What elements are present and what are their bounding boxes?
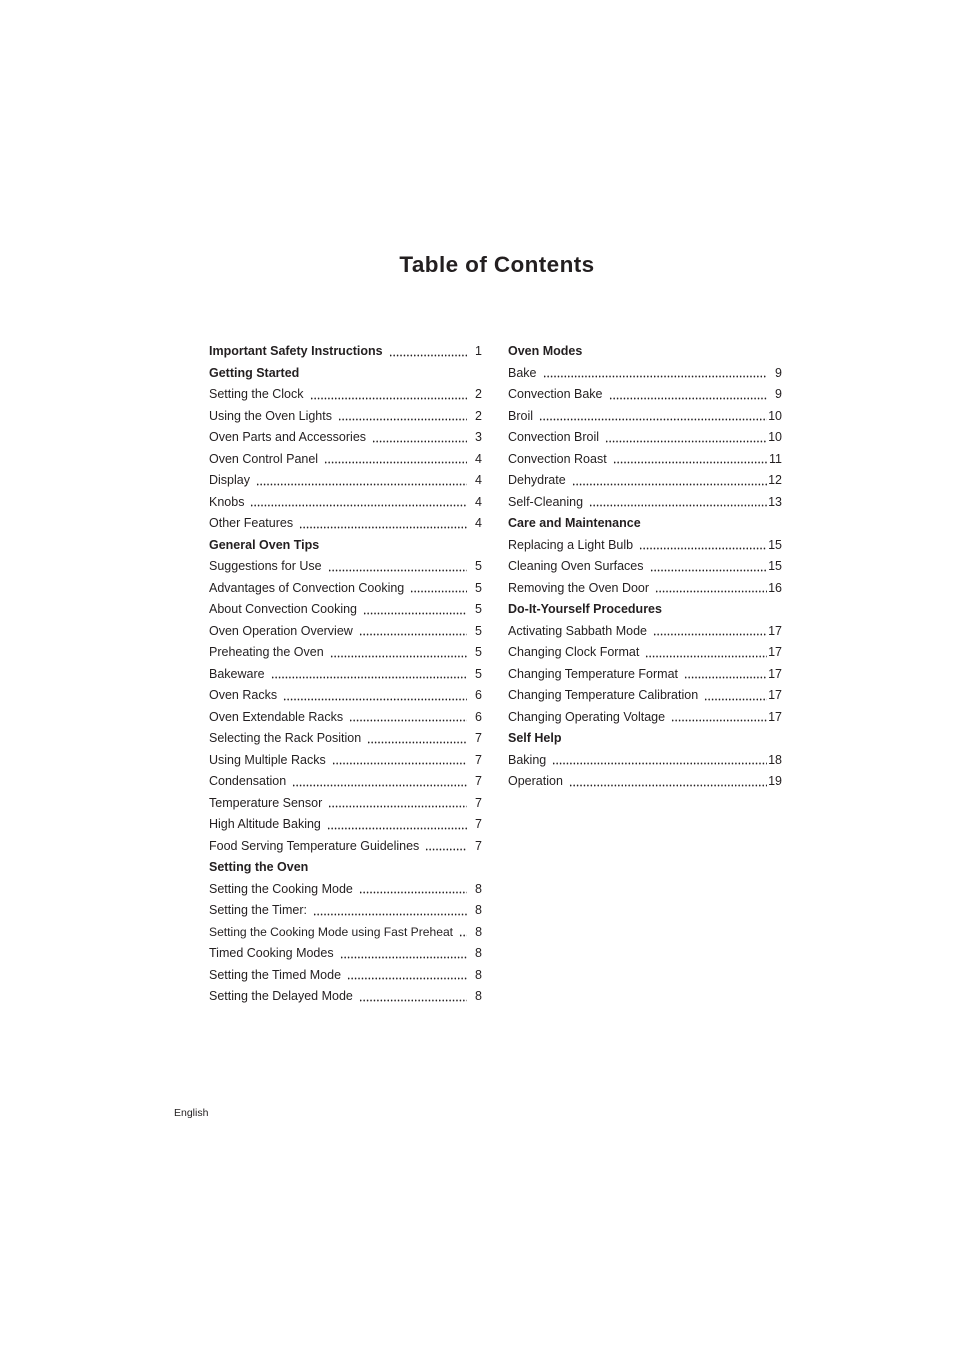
toc-page-number: 10: [768, 408, 782, 423]
toc-entry-label: Bakeware: [209, 666, 265, 681]
toc-dot-leader: [543, 363, 768, 385]
toc-entry: [209, 621, 482, 643]
toc-dot-leader: [324, 449, 467, 471]
toc-dot-leader: [283, 685, 467, 707]
toc-entry: [508, 621, 782, 643]
toc-dot-leader: [367, 728, 467, 750]
toc-entry: [209, 793, 482, 815]
toc-entry-label: Activating Sabbath Mode: [508, 623, 647, 638]
toc-entry: [209, 406, 482, 428]
toc-dot-leader: [459, 922, 467, 944]
toc-dot-leader: [650, 556, 768, 578]
toc-dot-leader: [372, 427, 467, 449]
toc-entry-label: Advantages of Convection Cooking: [209, 580, 405, 595]
toc-page-number: 8: [475, 946, 482, 960]
toc-dot-leader: [572, 470, 767, 492]
toc-entry: [209, 750, 482, 772]
toc-entry-label: Operation: [508, 774, 563, 788]
toc-dot-leader: [340, 943, 467, 965]
toc-entry-label: Temperature Sensor: [209, 795, 323, 810]
toc-dot-leader: [359, 879, 467, 901]
toc-entry: [209, 513, 482, 535]
toc-page-number: 3: [475, 430, 482, 444]
toc-entry: [209, 728, 482, 750]
toc-entry-label: Changing Temperature Calibration: [508, 688, 699, 702]
toc-entry: [209, 771, 482, 793]
toc-entry-label: About Convection Cooking: [209, 602, 358, 616]
toc-dot-leader: [653, 621, 767, 643]
toc-page-number: 7: [475, 838, 482, 853]
toc-page-number: 7: [475, 795, 482, 810]
toc-entry: [508, 406, 782, 428]
toc-page-number: 4: [475, 451, 482, 466]
toc-entry: [209, 965, 482, 987]
toc-section-heading: [508, 728, 782, 750]
toc-dot-leader: [313, 900, 467, 922]
toc-page-number: 5: [475, 580, 482, 595]
toc-page-number: 4: [475, 494, 482, 509]
toc-entry: [508, 642, 782, 664]
toc-entry: [508, 427, 782, 449]
toc-dot-leader: [271, 664, 467, 686]
toc-entry: [508, 363, 782, 385]
toc-entry: [508, 492, 782, 514]
toc-entry-label: Setting the Delayed Mode: [209, 989, 353, 1003]
toc-entry: [508, 384, 782, 406]
toc-page-number: 17: [768, 688, 782, 702]
toc-page-number: 17: [768, 645, 782, 659]
toc-page-number: 7: [475, 731, 482, 745]
toc-entry-label: Setting the Timer:: [209, 903, 307, 917]
toc-entry-label: Convection Bake: [508, 387, 603, 401]
toc-page-number: 7: [475, 774, 482, 788]
toc-page-number: 6: [475, 709, 482, 724]
toc-column-left: [209, 341, 482, 1008]
toc-page-number: 7: [475, 817, 482, 831]
toc-dot-leader: [589, 492, 767, 514]
toc-dot-leader: [684, 664, 767, 686]
toc-entry-label: Condensation: [209, 774, 287, 788]
toc-dot-leader: [349, 707, 467, 729]
toc-section-heading: [508, 513, 782, 535]
toc-section-heading: [209, 363, 482, 385]
toc-entry: [209, 556, 482, 578]
toc-page-number: 8: [475, 881, 482, 896]
toc-entry-label: Display: [209, 473, 250, 487]
toc-dot-leader: [655, 578, 767, 600]
toc-dot-leader: [389, 341, 467, 363]
toc-page-number: 9: [775, 387, 782, 401]
toc-page-number: 8: [475, 989, 482, 1003]
toc-page-number: 4: [475, 516, 482, 530]
toc-entry-label: Removing the Oven Door: [508, 580, 650, 595]
toc-entry-label: Changing Temperature Format: [508, 666, 678, 681]
toc-entry: [209, 427, 482, 449]
toc-entry: [209, 685, 482, 707]
footer-language: English: [174, 1107, 209, 1119]
toc-dot-leader: [605, 427, 767, 449]
toc-page-number: 2: [475, 408, 482, 423]
toc-page-number: 17: [768, 666, 782, 681]
toc-entry: [508, 771, 782, 793]
toc-entry: [508, 750, 782, 772]
toc-entry-label: Using the Oven Lights: [209, 408, 332, 423]
toc-page-number: 5: [475, 559, 482, 573]
toc-entry: [209, 470, 482, 492]
toc-dot-leader: [299, 513, 467, 535]
toc-entry-label: Getting Started: [209, 365, 300, 380]
toc-entry-label: Knobs: [209, 494, 245, 509]
toc-page-number: 16: [768, 580, 782, 595]
toc-entry-label: Selecting the Rack Position: [209, 731, 362, 745]
toc-entry: [209, 943, 482, 965]
toc-entry: [508, 685, 782, 707]
toc-entry-label: Preheating the Oven: [209, 645, 324, 659]
toc-page-number: 10: [768, 430, 782, 444]
toc-entry-label: Oven Operation Overview: [209, 623, 353, 638]
toc-entry: [508, 449, 782, 471]
toc-dot-leader: [639, 535, 767, 557]
toc-page-number: 4: [475, 473, 482, 487]
toc-section-heading: [508, 341, 782, 363]
toc-page-number: 19: [768, 774, 782, 788]
toc-entry: [209, 599, 482, 621]
toc-entry-label: High Altitude Baking: [209, 817, 321, 831]
toc-entry-label: Self-Cleaning: [508, 494, 584, 509]
toc-dot-leader: [363, 599, 467, 621]
toc-page-number: 5: [475, 666, 482, 681]
toc-entry-label: Setting the Cooking Mode: [209, 881, 353, 896]
toc-entry: [508, 578, 782, 600]
toc-dot-leader: [332, 750, 467, 772]
toc-entry: [209, 707, 482, 729]
toc-page-number: 9: [775, 365, 782, 380]
toc-page-number: 7: [475, 752, 482, 767]
toc-page-number: 5: [475, 602, 482, 616]
toc-page-number: 6: [475, 688, 482, 702]
toc-dot-leader: [256, 470, 467, 492]
toc-page-number: 8: [475, 924, 482, 939]
toc-entry-label: General Oven Tips: [209, 537, 320, 552]
toc-entry-label: Bake: [508, 365, 537, 380]
toc-entry-label: Self Help: [508, 731, 562, 745]
toc-entry-label: Oven Modes: [508, 344, 583, 358]
toc-entry: [508, 664, 782, 686]
toc-entry-label: Replacing a Light Bulb: [508, 537, 634, 552]
toc-page-number: 15: [768, 537, 782, 552]
toc-column-right: [508, 341, 782, 793]
toc-dot-leader: [539, 406, 767, 428]
toc-page-number: 8: [475, 903, 482, 917]
toc-entry-label: Broil: [508, 408, 534, 423]
toc-section-heading: [209, 535, 482, 557]
toc-entry-label: Oven Extendable Racks: [209, 709, 344, 724]
toc-entry: [209, 814, 482, 836]
toc-dot-leader: [328, 793, 467, 815]
toc-entry: [209, 384, 482, 406]
toc-dot-leader: [410, 578, 467, 600]
toc-entry: [209, 492, 482, 514]
toc-entry: [209, 836, 482, 858]
toc-entry: [508, 556, 782, 578]
toc-entry: [209, 578, 482, 600]
toc-entry-label: Changing Clock Format: [508, 645, 640, 659]
toc-entry-label: Baking: [508, 752, 547, 767]
toc-entry: [209, 449, 482, 471]
toc-entry-label: Convection Broil: [508, 430, 600, 444]
toc-entry: [508, 535, 782, 557]
toc-entry: [209, 900, 482, 922]
toc-entry-label: Other Features: [209, 516, 294, 530]
toc-page-number: 2: [475, 387, 482, 401]
toc-page-number: 18: [768, 752, 782, 767]
toc-entry-label: Suggestions for Use: [209, 559, 322, 573]
toc-section-heading: [209, 857, 482, 879]
toc-dot-leader: [552, 750, 767, 772]
toc-dot-leader: [328, 556, 467, 578]
toc-entry-label: Setting the Oven: [209, 860, 309, 874]
toc-dot-leader: [609, 384, 767, 406]
toc-entry-label: Changing Operating Voltage: [508, 709, 666, 724]
toc-page-number: 17: [768, 623, 782, 638]
toc-dot-leader: [250, 492, 467, 514]
toc-entry-label: Care and Maintenance: [508, 516, 641, 530]
toc-dot-leader: [338, 406, 467, 428]
toc-dot-leader: [359, 621, 467, 643]
toc-page-number: 12: [768, 473, 782, 487]
toc-page-number: 11: [769, 451, 782, 466]
toc-section-heading: [209, 341, 482, 363]
toc-entry-label: Important Safety Instructions: [209, 344, 383, 358]
toc-entry-label: Setting the Cooking Mode using Fast Preheat: [209, 924, 454, 939]
toc-entry: [209, 986, 482, 1008]
toc-entry-label: Setting the Timed Mode: [209, 967, 342, 982]
toc-title: Table of Contents: [399, 252, 595, 277]
toc-entry: [209, 879, 482, 901]
toc-page-number: 5: [475, 645, 482, 659]
toc-entry-label: Convection Roast: [508, 451, 607, 466]
toc-entry-label: Do-It-Yourself Procedures: [508, 602, 662, 616]
toc-entry-label: Food Serving Temperature Guidelines: [209, 838, 420, 853]
toc-entry: [508, 470, 782, 492]
toc-entry-label: Cleaning Oven Surfaces: [508, 559, 644, 573]
toc-page-number: 13: [768, 494, 782, 509]
toc-dot-leader: [613, 449, 767, 471]
toc-dot-leader: [330, 642, 467, 664]
toc-section-heading: [508, 599, 782, 621]
toc-dot-leader: [327, 814, 467, 836]
toc-dot-leader: [359, 986, 467, 1008]
toc-page-number: 1: [475, 344, 482, 358]
toc-dot-leader: [671, 707, 767, 729]
toc-entry-label: Oven Control Panel: [209, 451, 319, 466]
toc-dot-leader: [569, 771, 767, 793]
toc-dot-leader: [645, 642, 767, 664]
toc-entry-label: Dehydrate: [508, 473, 566, 487]
toc-entry-label: Using Multiple Racks: [209, 752, 326, 767]
toc-entry: [209, 642, 482, 664]
toc-entry-label: Timed Cooking Modes: [209, 946, 334, 960]
toc-entry: [508, 707, 782, 729]
toc-dot-leader: [425, 836, 467, 858]
toc-page-number: 5: [475, 623, 482, 638]
toc-entry-label: Oven Racks: [209, 688, 278, 702]
toc-page-number: 8: [475, 967, 482, 982]
toc-dot-leader: [310, 384, 468, 406]
toc-entry-label: Oven Parts and Accessories: [209, 430, 367, 444]
toc-entry: [209, 922, 482, 944]
toc-entry: [209, 664, 482, 686]
toc-entry-label: Setting the Clock: [209, 387, 304, 401]
toc-dot-leader: [704, 685, 767, 707]
toc-dot-leader: [347, 965, 467, 987]
toc-page-number: 17: [768, 709, 782, 724]
toc-dot-leader: [292, 771, 467, 793]
toc-page-number: 15: [768, 559, 782, 573]
